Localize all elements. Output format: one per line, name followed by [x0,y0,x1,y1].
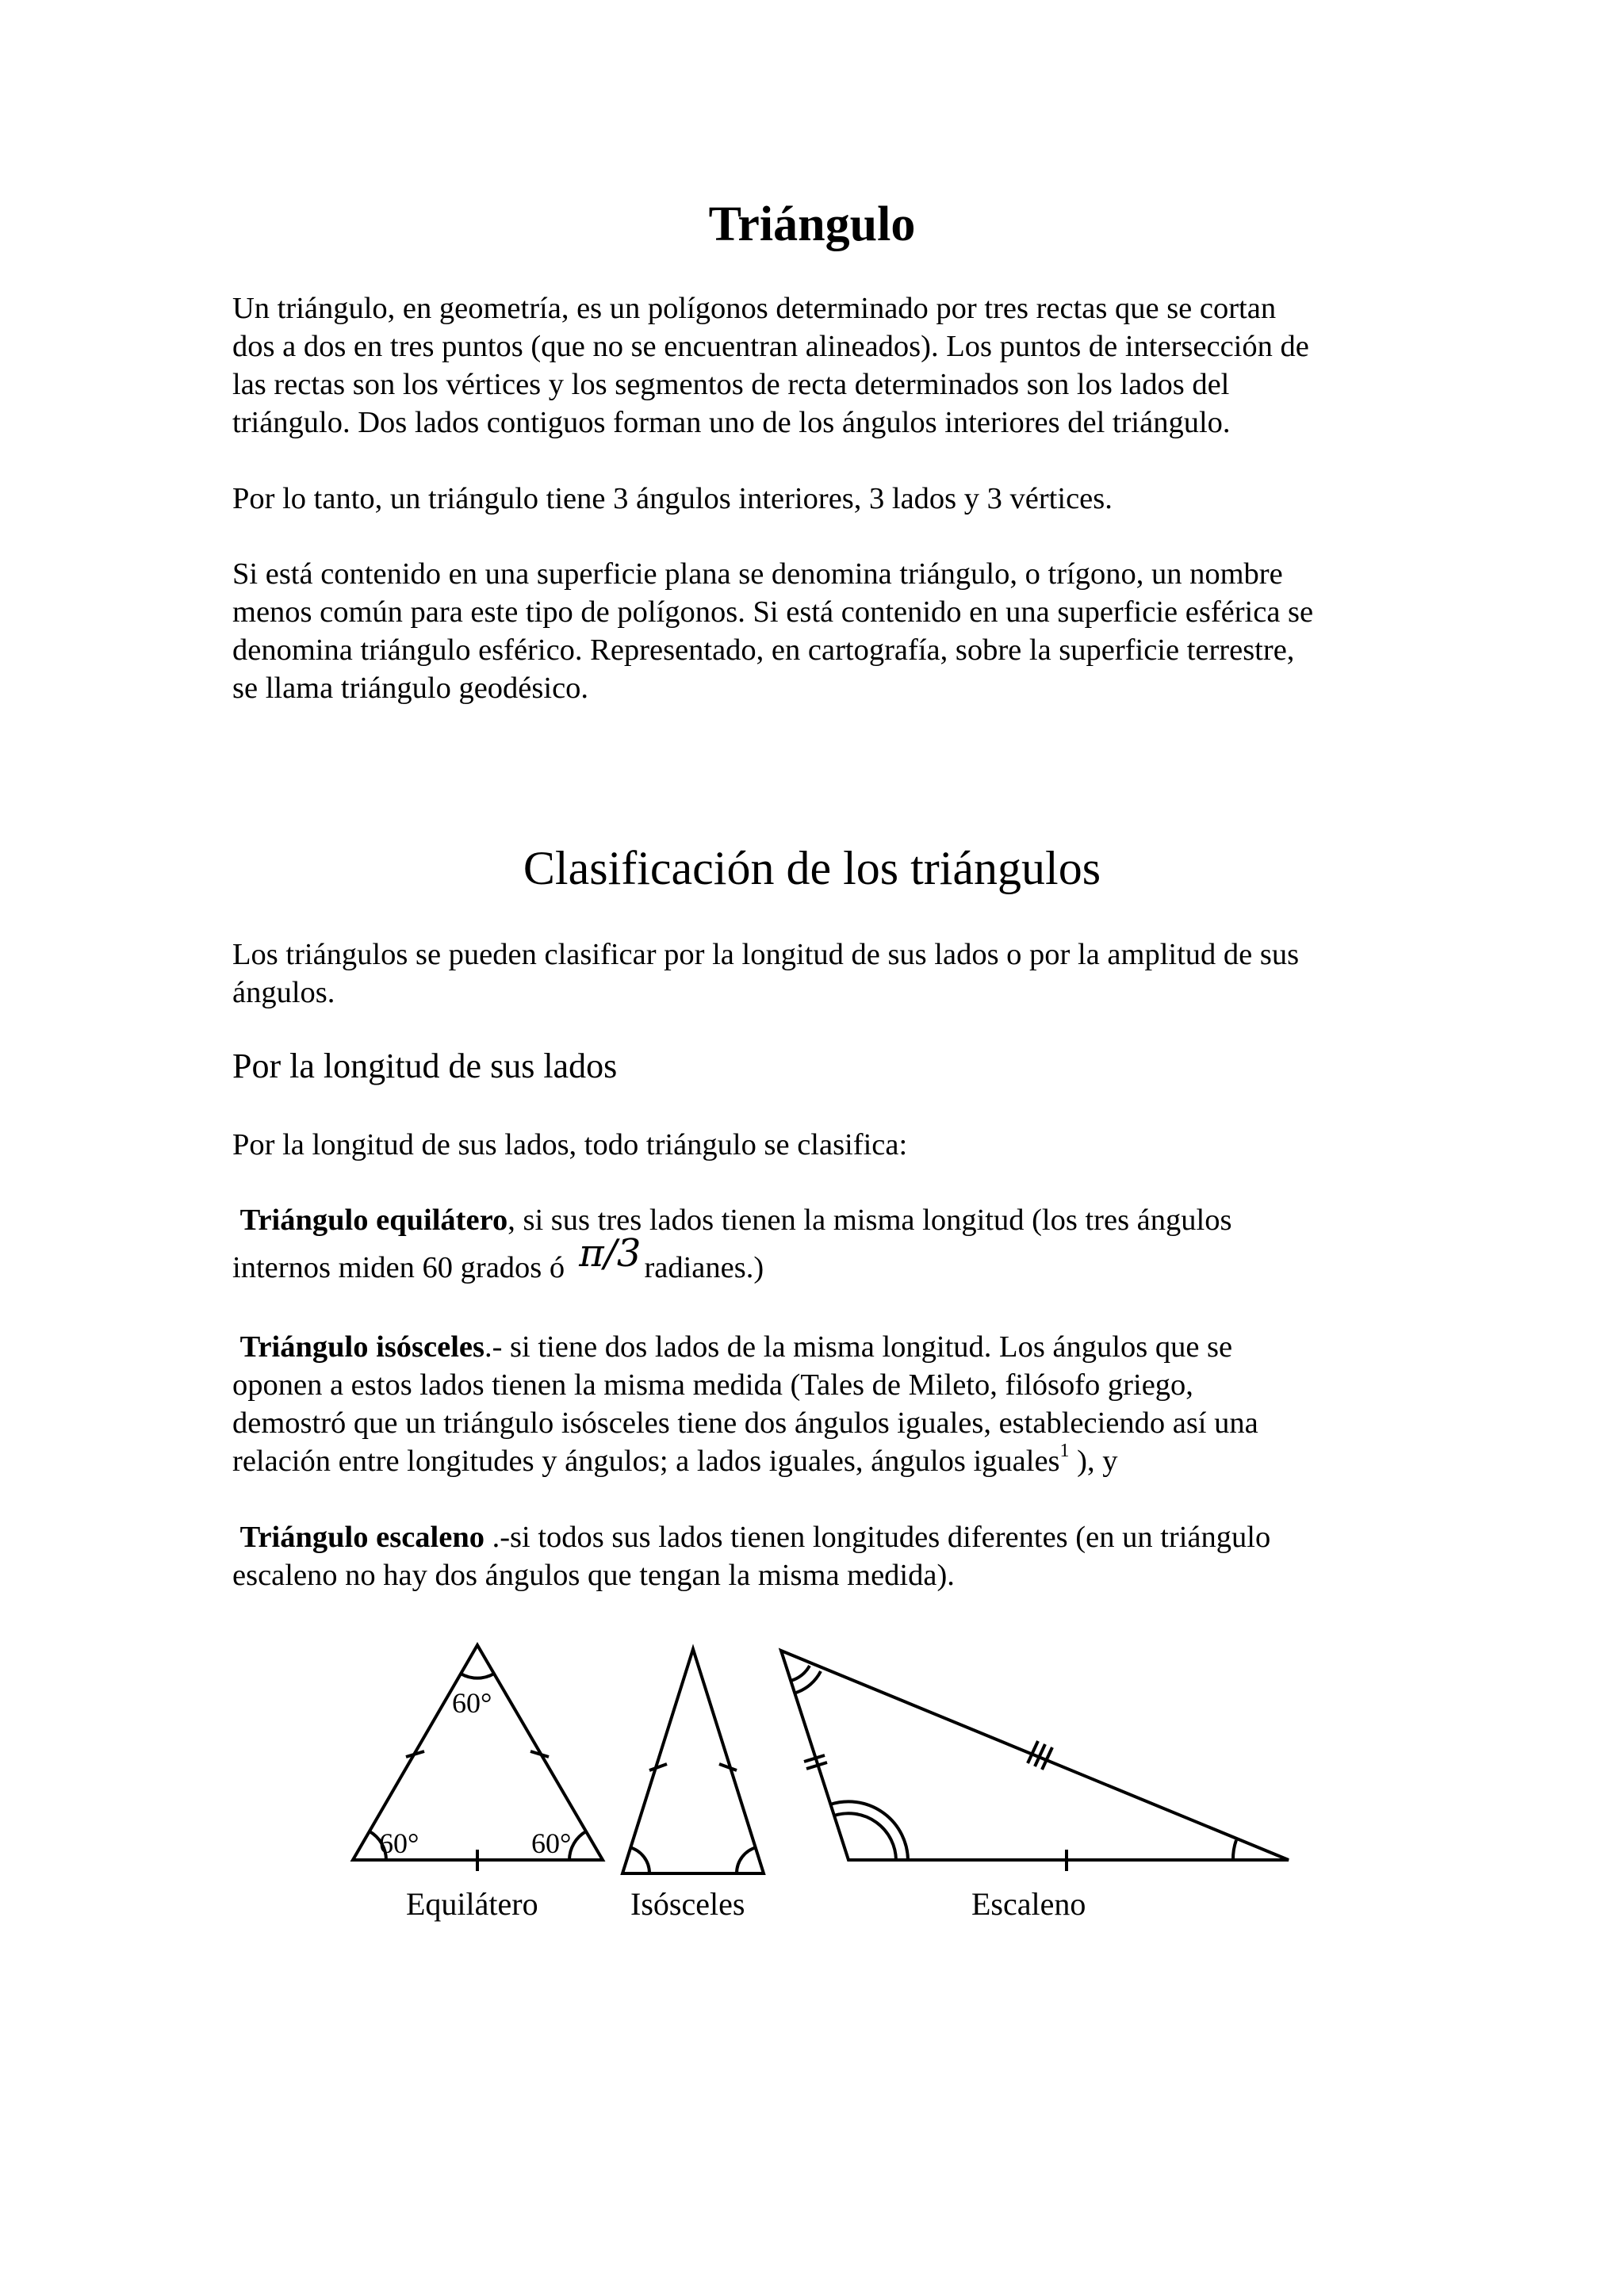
caption-isosceles: Isósceles [630,1886,745,1922]
caption-equilateral: Equilátero [406,1886,538,1922]
section-heading: Clasificación de los triángulos [523,842,1101,894]
subheading: Por la longitud de sus lados [232,1047,618,1085]
equilateral-line-2 [232,1231,1406,1287]
equilateral-line-1 [232,1201,1406,1239]
equilateral-angle-arc [461,1674,494,1678]
intro-paragraph [232,289,1406,442]
summary-line: Por lo tanto, un triángulo tiene 3 ángulos interiores, 3 lados y 3 vértices. [232,482,1113,515]
isosceles-line-4 [232,1442,1406,1480]
scalene-paragraph [232,1518,1406,1594]
lead-line: Por la longitud de sus lados, todo triángulo se clasifica: [232,1128,908,1161]
surface-paragraph [232,555,1406,707]
scalene-angle-arc [791,1666,810,1681]
isosceles-angle-arc [737,1847,756,1873]
isosceles-text: .- si tiene dos lados de la misma longitud. Los ángulos que se [484,1330,1233,1364]
isosceles-line-1 [232,1328,1406,1366]
isosceles-text: ), y [1069,1445,1118,1478]
isosceles-term: Triángulo isósceles [239,1330,485,1364]
footnote-marker[interactable]: 1 [1059,1441,1070,1462]
scalene-text: .-si todos sus lados tienen longitudes diferentes (en un triángulo [484,1521,1271,1554]
isosceles-triangle [622,1649,764,1873]
surface-line: denomina triángulo esférico. Representado, en cartografía, sobre la superficie terrestre, [232,633,1295,667]
intro-line: triángulo. Dos lados contiguos forman uno de los ángulos interiores del triángulo. [232,406,1231,439]
equilateral-text: radianes.) [644,1251,764,1284]
intro-line: Un triángulo, en geometría, es un polígonos determinado por tres rectas que se cortan [232,292,1277,325]
pi-over-three-formula: π/3 [579,1231,642,1276]
summary-paragraph [232,480,1406,518]
angle-label-bottom-left: 60° [379,1827,419,1859]
classification-intro [232,936,1406,1012]
classification-intro-line: Los triángulos se pueden clasificar por la longitud de sus lados o por la amplitud de sus [232,938,1300,971]
caption-scalene: Escaleno [971,1886,1086,1922]
equilateral-angle-arc [569,1831,586,1860]
surface-line: menos común para este tipo de polígonos. Si está contenido en una superficie esférica se [232,595,1314,629]
scalene-angle-arc [1233,1840,1236,1860]
equilateral-paragraph [232,1201,1406,1287]
triangle-types-figure [0,1617,1624,1950]
intro-line: dos a dos en tres puntos (que no se encuentran alineados). Los puntos de intersección de [232,330,1309,363]
equilateral-text: , si sus tres lados tienen la misma longitud (los tres ángulos [508,1203,1232,1237]
surface-line: se llama triángulo geodésico. [232,672,589,705]
isosceles-line-3: demostró que un triángulo isósceles tiene dos ángulos iguales, estableciendo así una [232,1406,1258,1440]
equilateral-term: Triángulo equilátero [239,1203,508,1237]
scalene-angle-arc [796,1671,821,1693]
scalene-line-1 [232,1518,1406,1556]
isosceles-text: relación entre longitudes y ángulos; a lados iguales, ángulos iguales [232,1445,1060,1478]
lead-paragraph [232,1126,1406,1164]
equilateral-text: internos miden 60 grados ó [232,1251,565,1284]
scalene-term: Triángulo escaleno [239,1521,485,1554]
scalene-triangle [781,1651,1289,1860]
scalene-angle-arc [834,1813,896,1860]
classification-intro-line: ángulos. [232,976,335,1009]
surface-line: Si está contenido en una superficie plana se denomina triángulo, o trígono, un nombre [232,557,1283,591]
angle-label-bottom-right: 60° [531,1827,572,1859]
isosceles-paragraph [232,1328,1406,1480]
isosceles-line-2: oponen a estos lados tienen la misma medida (Tales de Mileto, filósofo griego, [232,1368,1193,1402]
intro-line: las rectas son los vértices y los segmentos de recta determinados son los lados del [232,368,1230,401]
page-title: Triángulo [708,197,916,251]
scalene-line-2: escaleno no hay dos ángulos que tengan la misma medida). [232,1559,955,1592]
angle-label-top: 60° [452,1687,492,1719]
isosceles-angle-arc [630,1847,649,1873]
